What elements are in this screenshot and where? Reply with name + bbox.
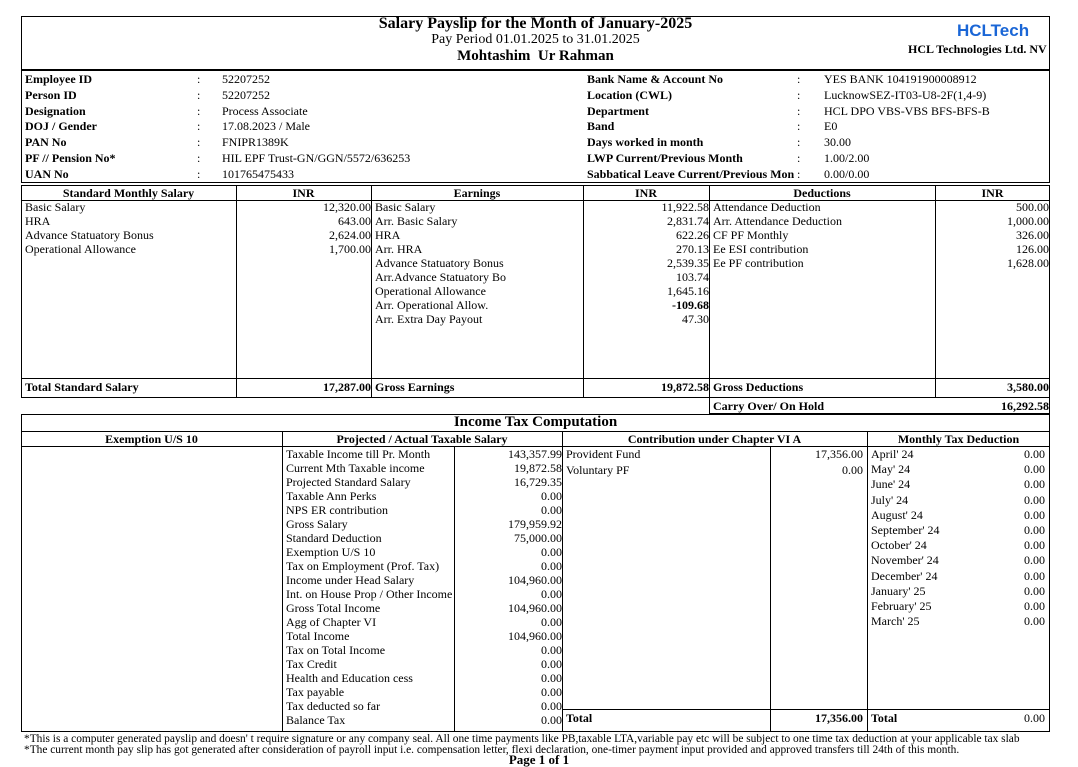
info-value: 30.00 [824,135,851,150]
contribution-value: 17,356.00 [815,447,863,461]
monthly-tax-label: March' 25 [871,614,920,629]
info-value: E0 [824,119,838,134]
salary-header-rule [21,200,1050,201]
total-standard-value: 17,287.00 [323,380,371,394]
info-colon: : [797,103,801,118]
carry-over-label: Carry Over/ On Hold [713,399,824,413]
projected-label: Projected Standard Salary [286,475,411,489]
projected-value: 0.00 [541,503,562,517]
payslip-title: Salary Payslip for the Month of January-2025 [378,15,693,32]
earning-value: 103.74 [676,270,709,284]
projected-value: 104,960.00 [508,629,562,643]
contribution-total-value: 17,356.00 [815,711,863,725]
earning-value: 622.26 [676,228,709,242]
earning-label: Advance Statuatory Bonus [375,256,504,270]
contribution-total-label: Total [566,711,593,725]
info-value: Process Associate [222,103,308,118]
header-inr-earnings: INR [634,186,657,200]
deduction-label: Ee ESI contribution [713,242,809,256]
monthly-tax-value: 0.00 [1024,447,1045,461]
header-inr-standard: INR [292,186,315,200]
projected-value: 179,959.92 [508,517,562,531]
projected-value: 0.00 [541,559,562,573]
earning-label: Basic Salary [375,200,436,214]
info-value: 101765475433 [222,166,294,181]
info-label: Designation [25,103,86,118]
projected-label: Gross Total Income [286,601,381,615]
info-label: PF // Pension No* [25,151,116,165]
info-label: LWP Current/Previous Month [587,151,743,165]
earning-value: 1,645.16 [667,284,709,298]
header-exemption: Exemption U/S 10 [105,432,198,446]
projected-label: Balance Tax [286,713,346,727]
deduction-value: 326.00 [1016,228,1049,242]
info-label: PAN No [25,135,67,150]
info-colon: : [197,135,201,150]
info-label: UAN No [25,166,69,181]
monthly-tax-value: 0.00 [1024,583,1045,598]
projected-label: Agg of Chapter VI [286,615,377,629]
info-colon: : [797,87,801,102]
projected-label: Int. on House Prop / Other Income [286,587,453,601]
monthly-tax-label: August' 24 [871,507,923,522]
projected-value: 0.00 [541,643,562,657]
projected-label: NPS ER contribution [286,503,389,517]
projected-label: Tax on Total Income [286,643,386,657]
deduction-label: Ee PF contribution [713,256,804,270]
monthly-total-label: Total [871,711,898,725]
info-value: 52207252 [222,72,270,86]
info-label: Bank Name & Account No [587,72,724,86]
monthly-tax-value: 0.00 [1024,523,1045,537]
monthly-tax-label: September' 24 [871,523,940,537]
earning-label: Arr. Operational Allow. [375,298,489,312]
standard-salary-label: Operational Allowance [25,242,136,256]
gross-earnings-label: Gross Earnings [375,380,455,394]
info-value: HCL DPO VBS-VBS BFS-BFS-B [824,103,990,118]
monthly-tax-value: 0.00 [1024,492,1045,507]
hcltech-logo: HCLTech [957,21,1030,40]
standard-salary-value: 643.00 [338,214,371,228]
contribution-label: Provident Fund [566,447,641,461]
info-colon: : [797,119,801,134]
monthly-tax-label: December' 24 [871,568,938,583]
projected-label: Standard Deduction [286,531,382,545]
earning-value: 270.13 [676,242,709,256]
company-name: HCL Technologies Ltd. NV [908,42,1047,56]
tax-col-divider [282,431,283,732]
projected-value: 0.00 [541,615,562,629]
header-contribution: Contribution under Chapter VI A [627,432,802,446]
deduction-value: 1,628.00 [1007,256,1049,270]
earning-value: 11,922.58 [661,200,709,214]
deduction-label: CF PF Monthly [713,228,789,242]
earning-value: 47.30 [682,312,709,326]
info-colon: : [197,119,201,134]
monthly-tax-value: 0.00 [1024,507,1045,522]
monthly-tax-label: February' 25 [871,599,932,613]
header-monthly-tax: Monthly Tax Deduction [897,432,1020,446]
page-number: Page 1 of 1 [508,752,570,767]
earning-label: Arr. Extra Day Payout [375,312,483,326]
monthly-tax-label: January' 25 [871,583,926,598]
salary-col-divider [371,185,372,398]
tax-subcol-divider [770,446,771,732]
monthly-tax-value: 0.00 [1024,599,1045,613]
projected-label: Exemption U/S 10 [286,545,376,559]
projected-label: Health and Education cess [286,671,413,685]
info-label: Band [587,119,615,134]
header-standard-salary: Standard Monthly Salary [62,186,195,200]
info-colon: : [797,72,801,86]
info-colon: : [197,87,201,102]
projected-value: 0.00 [541,587,562,601]
employee-name: Mohtashim Ur Rahman [457,48,614,64]
info-value: 17.08.2023 / Male [222,119,310,134]
projected-label: Tax payable [286,685,345,699]
projected-value: 0.00 [541,699,562,713]
monthly-total-value: 0.00 [1024,711,1045,725]
earning-label: Arr. Basic Salary [375,214,458,228]
gross-deductions-value: 3,580.00 [1007,380,1049,394]
tax-total-rule [562,709,1050,710]
earning-label: Operational Allowance [375,284,486,298]
projected-value: 0.00 [541,545,562,559]
gross-earnings-value: 19,872.58 [661,380,709,394]
footer-note-1: *This is a computer generated payslip and doesn' t require signature or any company seal. All one time payments like PB,taxable LTA,variable pay etc will be subject to one time tax deduction at your applicable tax slab [24,733,1020,745]
projected-label: Tax on Employment (Prof. Tax) [286,559,440,573]
earning-value: 2,831.74 [667,214,709,228]
projected-label: Income under Head Salary [286,573,415,587]
standard-salary-value: 12,320.00 [323,200,371,214]
monthly-tax-label: October' 24 [871,538,927,553]
monthly-tax-value: 0.00 [1024,553,1045,568]
gross-deductions-label: Gross Deductions [713,380,804,394]
projected-label: Taxable Ann Perks [286,489,377,503]
earning-value: 2,539.35 [667,256,709,270]
info-label: DOJ / Gender [25,119,97,134]
info-label: Department [587,103,649,118]
info-value: 52207252 [222,87,270,102]
info-colon: : [197,151,201,165]
projected-value: 0.00 [541,489,562,503]
info-colon: : [197,103,201,118]
monthly-tax-value: 0.00 [1024,614,1045,629]
info-label: Person ID [25,87,77,102]
carry-over-value: 16,292.58 [1001,399,1049,413]
projected-value: 0.00 [541,671,562,685]
deduction-label: Attendance Deduction [713,200,821,214]
deduction-value: 1,000.00 [1007,214,1049,228]
projected-value: 104,960.00 [508,601,562,615]
info-value: FNIPR1389K [222,135,289,150]
info-label: Location (CWL) [587,87,672,102]
info-label: Days worked in month [587,135,704,150]
earning-value: -109.68 [672,298,709,312]
projected-value: 143,357.99 [508,447,562,461]
tax-col-divider [867,431,868,732]
monthly-tax-value: 0.00 [1024,462,1045,477]
projected-value: 16,729.35 [514,475,562,489]
earning-label: HRA [375,228,401,242]
projected-label: Current Mth Taxable income [286,461,425,475]
contribution-label: Voluntary PF [566,462,630,477]
salary-total-rule [21,378,1050,379]
header-deductions: Deductions [793,186,851,200]
info-colon: : [797,151,801,165]
projected-value: 0.00 [541,713,562,727]
standard-salary-label: HRA [25,214,51,228]
info-value: HIL EPF Trust-GN/GGN/5572/636253 [222,151,411,165]
monthly-tax-label: June' 24 [871,477,911,492]
info-value: LucknowSEZ-IT03-U8-2F(1,4-9) [824,87,987,102]
deduction-value: 500.00 [1016,200,1049,214]
monthly-tax-value: 0.00 [1024,568,1045,583]
income-tax-title: Income Tax Computation [453,414,618,430]
projected-label: Taxable Income till Pr. Month [286,447,431,461]
standard-salary-value: 2,624.00 [329,228,371,242]
projected-value: 104,960.00 [508,573,562,587]
monthly-tax-label: April' 24 [871,447,914,461]
earning-label: Arr.Advance Statuatory Bo [375,270,506,284]
earning-label: Arr. HRA [375,242,423,256]
header-projected: Projected / Actual Taxable Salary [336,432,508,446]
info-colon: : [197,72,201,86]
monthly-tax-label: July' 24 [871,492,909,507]
projected-label: Tax deducted so far [286,699,381,713]
contribution-value: 0.00 [842,462,863,477]
deduction-label: Arr. Attendance Deduction [713,214,842,228]
info-colon: : [197,166,201,181]
salary-table [21,185,1050,398]
info-value: YES BANK 104191900008912 [824,72,977,86]
header-earnings: Earnings [453,186,501,200]
projected-value: 0.00 [541,685,562,699]
header-inr-deductions: INR [981,186,1004,200]
monthly-tax-label: May' 24 [871,462,911,477]
projected-value: 0.00 [541,657,562,671]
info-colon: : [797,135,801,150]
info-value: 0.00/0.00 [824,166,870,181]
monthly-tax-label: November' 24 [871,553,939,568]
projected-value: 75,000.00 [514,531,562,545]
monthly-tax-value: 0.00 [1024,477,1045,492]
pay-period: Pay Period 01.01.2025 to 31.01.2025 [431,32,640,47]
info-label: Employee ID [25,72,92,86]
info-label: Sabbatical Leave Current/Previous Mon [587,166,795,181]
standard-salary-label: Advance Statuatory Bonus [25,228,154,242]
monthly-tax-value: 0.00 [1024,538,1045,553]
info-colon: : [797,166,801,181]
projected-label: Total Income [286,629,350,643]
standard-salary-value: 1,700.00 [329,242,371,256]
deduction-value: 126.00 [1016,242,1049,256]
projected-label: Gross Salary [286,517,348,531]
projected-value: 19,872.58 [514,461,562,475]
info-value: 1.00/2.00 [824,151,870,165]
projected-label: Tax Credit [286,657,337,671]
tax-col-divider [562,431,563,732]
standard-salary-label: Basic Salary [25,200,86,214]
footer-note-2: *The current month pay slip has got generated after consideration of payroll input i.e. compensation letter, flexi declaration, one-timer payment input provided and approved transfers till 24th of this month. [24,744,960,756]
total-standard-label: Total Standard Salary [25,380,139,394]
